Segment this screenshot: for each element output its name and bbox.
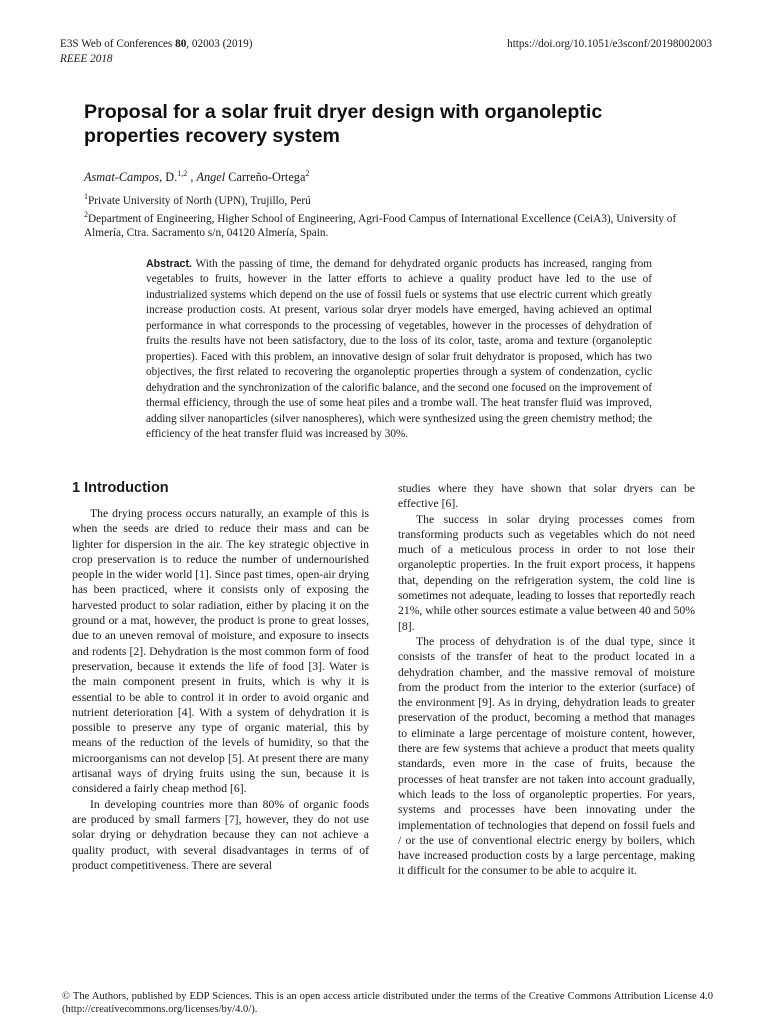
license-footer: © The Authors, published by EDP Sciences. This is an open access article distributed under the terms of the Creative Commons Attribution License 4.0 (http://creativecommons.org/licenses/by/4.0/).	[62, 991, 713, 1015]
affiliation-1: $^1$Private University of North (UPN), Trujillo, Perú	[84, 192, 311, 207]
paragraph: The process of dehydration is of the dual type, since it consists of the transfer of heat to the product located in a dehydration chamber, and the massive removal of moisture from the product from the interior to the exterior (surface) of the environment [9]. As in drying, dehydration leads to greater preservation of the product, becoming a method that manages to eliminate a large percentage of moisture content, however, there are few systems that achieve a product that meets quality standards, even more in the case of fruits, because the processes of heat transfer are not taken into account gradually, which leads to the loss of organoleptic properties. For years, systems and processes have been innovating under the implementation of technologies that depend on fossil fuels and / or the use of conventional electric energy by boilers, which have increased production costs by a large percentage, making it difficult for the consumer to be able to acquire it.	[398, 634, 695, 878]
paragraph: The success in solar drying processes comes from transforming products such as vegetables which do not need much of a meticulous process in order to not lose their organoleptic properties. In the fruit export process, it happens that, depending on the refrigeration system, the cold line is sometimes not adequate, leading to losses that reportedly reach 21%, while other sources estimate a value between 40 and 50% [8].	[398, 512, 695, 633]
author-1-affiliation-marks: 1,2	[177, 169, 188, 178]
author-1-name: Asmat-Campos,	[84, 170, 163, 185]
abstract	[146, 257, 652, 442]
author-2-affiliation-marks: 2	[305, 169, 310, 178]
body-column-left	[72, 506, 369, 873]
affiliation-2: $^2$Department of Engineering, Higher School of Engineering, Agri-Food Campus of International Excellence (CeiA3), University of Almería, Ctra. Sacramento s/n, 04120 Almería, Spain.	[84, 209, 677, 239]
paragraph: The drying process occurs naturally, an example of this is when the seeds are dried to reduce their mass and can be lighter for dispersion in the air. The key strategic objective in crop preservation is to reduce the number of undernourished people in the wider world [1]. Since past times, open-air drying has been practiced, where it consists only of exposing the harvested product to solar radiation, either by placing it on the ground or a mat, however, the product is prone to great losses, due to an uneven removal of moisture, and exposure to insects and rodents [2]. Dehydration is the most common form of food preservation, because it extends the life of food [3]. Water is the main component present in fruits, which is why it is essential to be able to control it in order to avoid organic and nutrient deterioration [4]. With a system of dehydration it is possible to preserve any type of organic material, this by means of the reduction of the levels of humidity, so that the microorganisms can not develop [5]. At present there are many artisanal ways of drying fruits using the sun, because it is considered a fairly cheap method [6].	[72, 507, 369, 796]
volume-number: 80	[175, 38, 187, 50]
paper-title: Proposal for a solar fruit dryer design with organoleptic properties recovery system	[84, 101, 603, 147]
conference-name: REEE 2018	[60, 53, 113, 65]
author-2-name: Angel	[196, 170, 226, 185]
author-list: Asmat-Campos, D.$^{1,2}$ , Angel Carreño-Ortega$^2$	[84, 169, 310, 185]
doi-link[interactable]: https://doi.org/10.1051/e3sconf/20198002003	[507, 38, 712, 50]
paragraph: In developing countries more than 80% of organic foods are produced by small farmers [7], however, they do not use solar drying or dehydration because they can not achieve a quality product, with several disadvantages in terms of of product competitiveness. There are several	[72, 797, 369, 872]
running-header-left	[60, 37, 252, 67]
abstract-label: Abstract.	[146, 258, 192, 270]
abstract-text: With the passing of time, the demand for dehydrated organic products has increased, ranging from vegetables to fruits, however in the latter efforts to achieve a quality product have led to the use of industrialized systems which depend on the use of fossil fuels or systems that use electric current which greatly increase production costs. At present, various solar dryer models have emerged, having achieved an optimal performance in what corresponds to the processing of vegetables, however in the processes of dehydration of fruits the results have not been satisfactory, due to the loss of its color, taste, aroma and texture (organoleptic properties). Faced with this problem, an innovative design of solar fruit dehydrator is proposed, which has two objectives, the first related to recovering the organoleptic properties through a system of condenzation, cyclic dehydration and the synchronization of the calorific balance, and the second one focused on the improvement of thermal efficiency, through the use of some heat piles and a trombe wall. The heat transfer fluid was improved, adding silver nanoparticles (silver nanospheres), which were synthesized using the green chemistry method; the efficiency of the heat transfer fluid was increased by 30%.	[146, 258, 652, 440]
journal-citation: E3S Web of Conferences 80, 02003 (2019)	[60, 38, 253, 50]
section-heading-introduction: 1 Introduction	[72, 480, 169, 496]
body-column-right	[398, 481, 695, 879]
affiliations	[84, 190, 684, 240]
paragraph: studies where they have shown that solar dryers can be effective [6].	[398, 482, 695, 511]
